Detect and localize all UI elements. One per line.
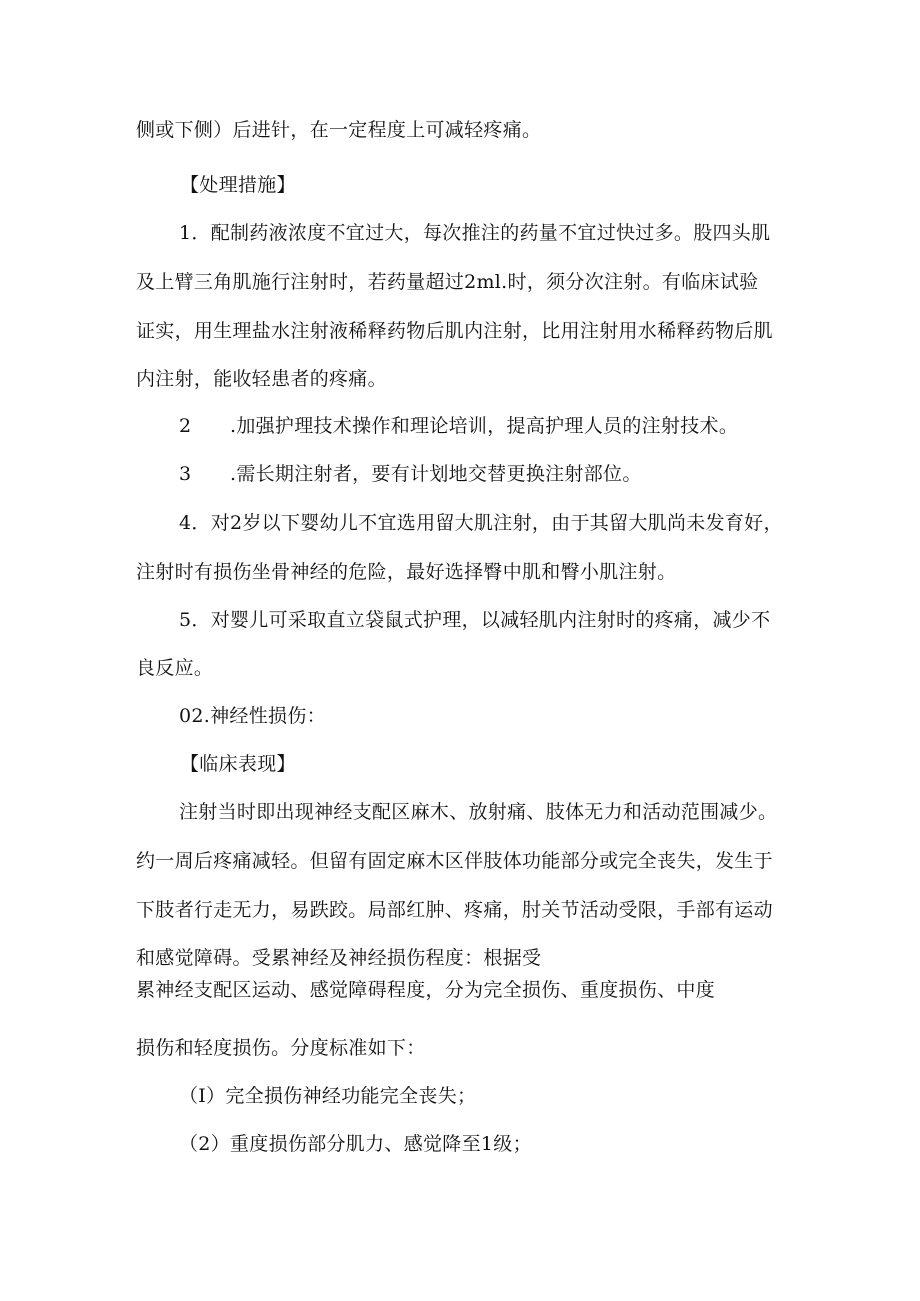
text-line-11: 5．对婴儿可采取直立袋鼠式护理，以减轻肌内注射时的疼痛，减少不 bbox=[179, 609, 771, 631]
text-line-08: 3 .需长期注射者，要有计划地交替更换注射部位。 bbox=[179, 463, 642, 485]
text-line-15: 注射当时即出现神经支配区麻木、放射痛、肢体无力和活动范围减少。 bbox=[179, 801, 778, 823]
text-line-04: 及上臂三角肌施行注射时，若药量超过2ml.时，须分次注射。有临床试验 bbox=[136, 271, 759, 293]
text-line-19: 累神经支配区运动、感觉障碍程度，分为完全损伤、重度损伤、中度 bbox=[136, 979, 716, 1001]
text-line-09: 4．对2岁以下婴幼儿不宜选用留大肌注射，由于其留大肌尚未发育好， bbox=[179, 512, 783, 534]
text-line-01: 侧或下侧）后进针，在一定程度上可减轻疼痛。 bbox=[136, 119, 542, 141]
text-line-20: 损伤和轻度损伤。分度标准如下： bbox=[136, 1037, 426, 1059]
list-item-2: （2）重度损伤部分肌力、感觉降至1级； bbox=[179, 1133, 532, 1155]
text-line-05: 证实，用生理盐水注射液稀释药物后肌内注射，比用注射用水稀释药物后肌 bbox=[136, 320, 773, 342]
subsection-title-nerve-injury: 02.神经性损伤： bbox=[179, 705, 326, 727]
text-line-06: 内注射，能收轻患者的疼痛。 bbox=[136, 368, 387, 390]
section-heading-clinical: 【临床表现】 bbox=[180, 753, 296, 775]
list-item-1: （I）完全损伤神经功能完全丧失； bbox=[179, 1085, 477, 1107]
text-line-07: 2 .加强护理技术操作和理论培训，提高护理人员的注射技术。 bbox=[179, 415, 739, 437]
text-line-17: 下肢者行走无力，易跌跤。局部红肿、疼痛，肘关节活动受限，手部有运动 bbox=[136, 899, 773, 921]
text-line-12: 良反应。 bbox=[136, 657, 214, 679]
text-line-16: 约一周后疼痛减轻。但留有固定麻木区伴肢体功能部分或完全丧失，发生于 bbox=[136, 850, 773, 872]
section-heading-treatment: 【处理措施】 bbox=[180, 174, 296, 196]
text-line-10: 注射时有损伤坐骨神经的危险，最好选择臀中肌和臀小肌注射。 bbox=[136, 561, 677, 583]
text-line-18: 和感觉障碍。受累神经及神经损伤程度：根据受 bbox=[136, 947, 542, 969]
text-line-03: 1．配制药液浓度不宜过大，每次推注的药量不宜过快过多。股四头肌 bbox=[179, 222, 771, 244]
